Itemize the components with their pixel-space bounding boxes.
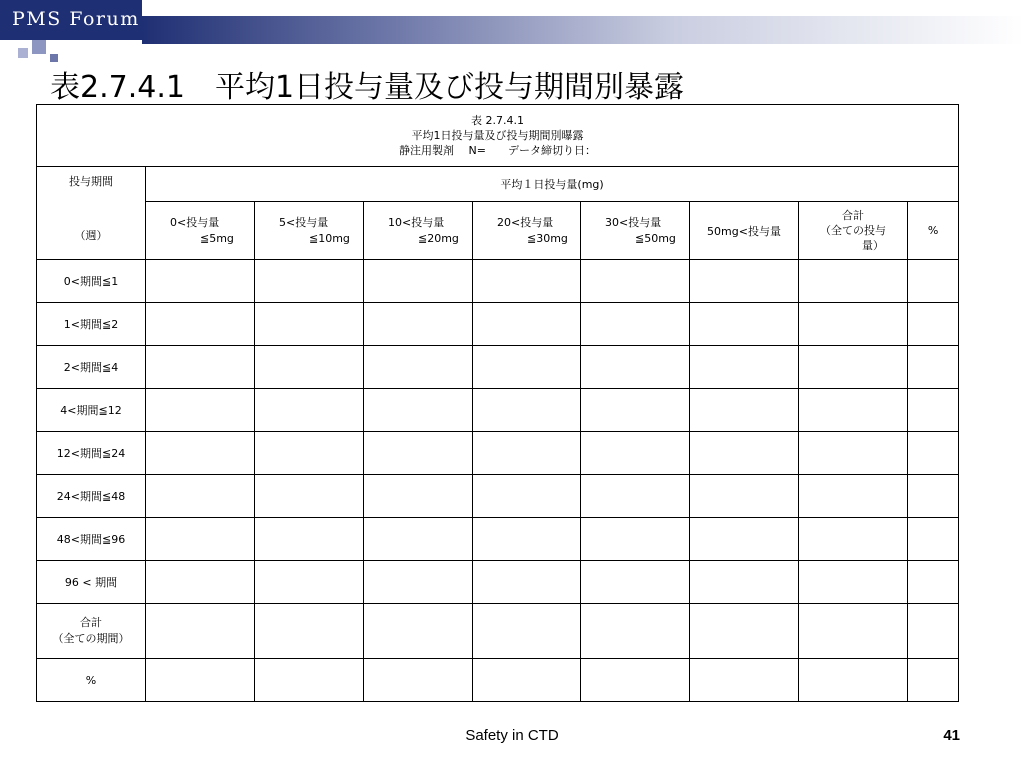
dose-column-header: 20<投与量 ≦30mg	[473, 202, 581, 260]
table-cell	[146, 475, 255, 518]
table-cell	[799, 604, 908, 659]
table-cell	[690, 475, 799, 518]
table-cell	[799, 432, 908, 475]
table-cell	[364, 518, 473, 561]
table-row	[37, 518, 959, 561]
table-cell	[581, 303, 690, 346]
table-cell	[473, 303, 581, 346]
table-cell	[690, 604, 799, 659]
row-label: 96 < 期間	[37, 561, 146, 604]
exposure-table	[36, 104, 959, 702]
table-cell	[473, 432, 581, 475]
table-cell	[146, 561, 255, 604]
table-cell	[581, 659, 690, 702]
table-cell	[473, 561, 581, 604]
table-cell	[255, 604, 364, 659]
header-gradient-bar	[142, 16, 1024, 44]
table-row	[37, 432, 959, 475]
table-cell	[364, 346, 473, 389]
table-cell	[690, 260, 799, 303]
slide-title: 表2.7.4.1 平均1日投与量及び投与期間別暴露	[50, 70, 685, 105]
table-cell	[364, 659, 473, 702]
row-label: 0<期間≦1	[37, 260, 146, 303]
footer-title: Safety in CTD	[465, 727, 559, 744]
caption-line-3: 静注用製剤 N= データ締切り日：	[399, 144, 597, 157]
decor-square	[18, 48, 28, 58]
total-row-label: 合計 （全ての期間）	[37, 604, 146, 659]
table-cell	[364, 432, 473, 475]
table-cell	[690, 659, 799, 702]
decor-square	[50, 54, 58, 62]
table-cell	[364, 475, 473, 518]
table-cell	[255, 432, 364, 475]
table-cell	[473, 475, 581, 518]
table-cell	[255, 260, 364, 303]
table-cell	[690, 303, 799, 346]
decor-square	[32, 40, 46, 54]
table-cell	[581, 346, 690, 389]
table-cell	[581, 432, 690, 475]
table-cell	[581, 604, 690, 659]
table-cell	[908, 518, 959, 561]
table-cell	[799, 561, 908, 604]
table-cell	[581, 389, 690, 432]
table-cell	[690, 432, 799, 475]
table-cell	[255, 518, 364, 561]
caption-line-2: 平均1日投与量及び投与期間別曝露	[411, 129, 584, 142]
table-cell	[908, 303, 959, 346]
table-cell	[255, 659, 364, 702]
table-cell	[690, 389, 799, 432]
page-number: 41	[943, 727, 960, 744]
period-header-label: 投与期間	[69, 175, 113, 188]
table-cell	[146, 659, 255, 702]
percent-column-header: %	[908, 202, 959, 260]
table-cell	[255, 475, 364, 518]
table-cell	[908, 604, 959, 659]
percent-row-label: %	[37, 659, 146, 702]
brand-logo-text: PMS Forum	[12, 8, 140, 30]
table-cell	[908, 389, 959, 432]
table-cell	[908, 659, 959, 702]
period-header-unit: （週）	[74, 229, 108, 242]
table-cell	[799, 260, 908, 303]
table-cell	[473, 604, 581, 659]
table-row	[37, 346, 959, 389]
table-cell	[581, 260, 690, 303]
row-label: 4<期間≦12	[37, 389, 146, 432]
row-label: 12<期間≦24	[37, 432, 146, 475]
table-cell	[799, 659, 908, 702]
table-cell	[364, 561, 473, 604]
table-cell	[581, 518, 690, 561]
table-cell	[799, 303, 908, 346]
table-cell	[799, 475, 908, 518]
table-cell	[146, 518, 255, 561]
row-label: 1<期間≦2	[37, 303, 146, 346]
caption-line-1: 表 2.7.4.1	[471, 114, 525, 127]
percent-row	[37, 659, 959, 702]
table-cell	[799, 518, 908, 561]
table-cell	[364, 389, 473, 432]
dose-column-header: 50mg<投与量	[690, 202, 799, 260]
table-cell	[908, 260, 959, 303]
table-cell	[908, 475, 959, 518]
table-cell	[146, 604, 255, 659]
table-cell	[581, 475, 690, 518]
table-cell	[908, 346, 959, 389]
table-cell	[581, 561, 690, 604]
dose-column-header: 0<投与量 ≦5mg	[146, 202, 255, 260]
table-cell	[364, 260, 473, 303]
table-cell	[473, 260, 581, 303]
table-row	[37, 389, 959, 432]
period-header	[37, 167, 146, 260]
table-cell	[690, 518, 799, 561]
dose-column-header: 30<投与量 ≦50mg	[581, 202, 690, 260]
table-cell	[908, 561, 959, 604]
table-caption	[37, 105, 959, 167]
table-row	[37, 475, 959, 518]
table-cell	[146, 260, 255, 303]
dose-header: 平均１日投与量(mg)	[146, 167, 959, 202]
total-column-header: 合計 （全ての投与 量）	[799, 202, 908, 260]
table-cell	[908, 432, 959, 475]
table-cell	[364, 303, 473, 346]
table-cell	[364, 604, 473, 659]
row-label: 48<期間≦96	[37, 518, 146, 561]
table-cell	[146, 432, 255, 475]
table-cell	[146, 389, 255, 432]
table-cell	[255, 346, 364, 389]
row-label: 2<期間≦4	[37, 346, 146, 389]
table-cell	[146, 346, 255, 389]
table-cell	[146, 303, 255, 346]
table-cell	[473, 346, 581, 389]
table-row	[37, 260, 959, 303]
brand-block	[0, 0, 142, 40]
table-cell	[473, 389, 581, 432]
table-cell	[799, 389, 908, 432]
table-cell	[473, 518, 581, 561]
table-row	[37, 561, 959, 604]
table-cell	[255, 389, 364, 432]
row-label: 24<期間≦48	[37, 475, 146, 518]
dose-column-header: 10<投与量 ≦20mg	[364, 202, 473, 260]
total-row	[37, 604, 959, 659]
table-cell	[255, 303, 364, 346]
table-row	[37, 303, 959, 346]
table-cell	[799, 346, 908, 389]
table-cell	[690, 561, 799, 604]
table-cell	[473, 659, 581, 702]
dose-column-header: 5<投与量 ≦10mg	[255, 202, 364, 260]
table-cell	[690, 346, 799, 389]
table-cell	[255, 561, 364, 604]
